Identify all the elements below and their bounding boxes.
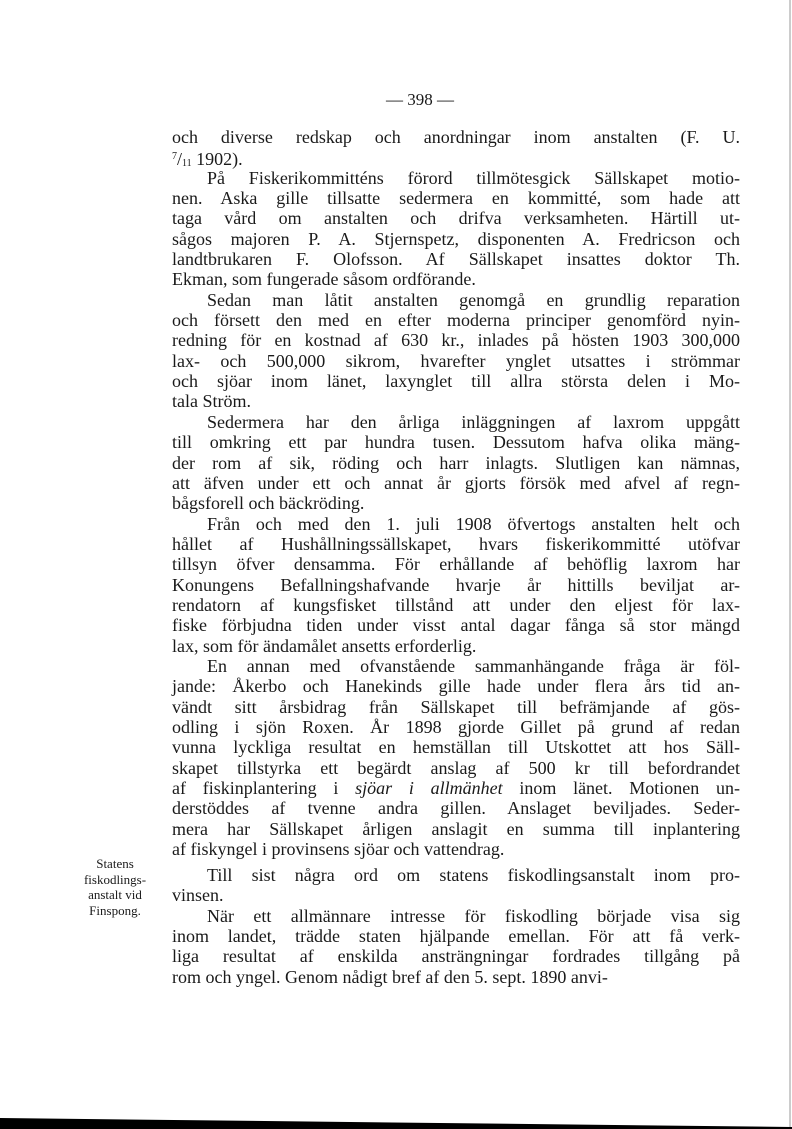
text-line: nen. Aska gille tillsatte sedermera en kommitté, som hade att [172,188,740,209]
text-line: redning för en kostnad af 630 kr., inlades på hösten 1903 300,000 [172,330,740,351]
text-line: inom landet, trädde staten hjälpande emellan. För att få verk- [172,926,740,947]
body-text-section-2 [172,865,740,987]
paragraph [172,412,740,514]
text-line: och diverse redskap och anordningar inom anstalten (F. U. [172,127,740,147]
text-line: $^7/_{11}$ 1902). [172,149,243,170]
paragraph [172,514,740,656]
text-line: och försett den med en efter moderna principer genomförd nyin- [172,310,740,331]
scan-edge [789,0,791,1129]
text-line: der rom af sik, röding och harr inlagts. Slutligen kan nämnas, [172,452,740,473]
text-line: landtbrukaren F. Olofsson. Af Sällskapet insattes doktor Th. [172,249,740,270]
text-line: jande: Åkerbo och Hanekinds gille hade under flera års tid an- [172,676,740,697]
text-line: tala Ström. [172,391,251,412]
text-line: till omkring ett par hundra tusen. Dessutom hafva olika mäng- [172,432,740,453]
page-number: — 398 — [386,90,454,109]
text-line: och sjöar inom länet, laxynglet till allra största delen i Mo- [172,371,740,392]
body-text-section-1 [172,127,740,859]
text-line: sågos majoren P. A. Stjernspetz, disponenten A. Fredricson och [172,228,740,249]
text-line: Till sist några ord om statens fiskodlingsanstalt inom pro- [207,865,740,885]
text-line [172,778,740,798]
margin-note-line: Finspong. [89,902,141,918]
text-line: vunna lyckliga resultat en hemställan till Utskottet att hos Säll- [172,737,740,758]
text-line: rendatorn af kungsfisket tillstånd att under den eljest för lax- [172,594,740,615]
text-line: mera har Sällskapet årligen anslagit en summa till inplantering [172,818,740,839]
text-line: lax- och 500,000 sikrom, hvarefter ynglet utsattes i strömmar [172,350,740,371]
paragraph [172,168,740,290]
paragraph [172,127,740,168]
date-fraction: $^7/_{11}$ [172,149,192,170]
text-line: att äfven under ett och annat år gjorts försök med afvel af regn- [172,472,740,493]
text-line: derstöddes af tvenne andra gillen. Anslaget beviljades. Seder- [172,798,740,819]
text-line: När ett allmännare intresse för fiskodling började visa sig [207,905,740,926]
text-line: tillsyn öfver densamma. För erhållande af behöflig laxrom har [172,554,740,575]
italic-text: sjöar i allmänhet [355,778,503,798]
text-line: Från och med den 1. juli 1908 öfvertogs anstalten helt och [207,513,740,534]
text-line: taga vård om anstalten och drifva verksamheten. Härtill ut- [172,208,740,229]
margin-note [72,856,158,918]
text-line: En annan med ofvanstående sammanhängande fråga är föl- [207,655,740,676]
text-line: af fiskyngel i provinsens sjöar och vattendrag. [172,839,505,860]
text-line: skapet tillstyrka ett begärdt anslag af 500 kr till befordrandet [172,757,740,778]
text-line: Konungens Befallningshafvande hvarje år hittills beviljat ar- [172,574,740,595]
text-line: Sedan man låtit anstalten genomgå en grundlig reparation [207,289,740,310]
text-segment: af fiskinplantering i [172,778,356,798]
text-line: bågsforell och bäckröding. [172,493,365,514]
text-line: Ekman, som fungerade såsom ordförande. [172,269,476,290]
text-segment: inom länet. Motionen un- [502,778,740,798]
text-line: vinsen. [172,885,224,906]
text-line: hållet af Hushållningssällskapet, hvars fiskerikommitté utöfvar [172,533,740,554]
text-line: Sedermera har den årliga inläggningen af laxrom uppgått [207,411,740,432]
text-line: liga resultat af enskilda ansträngningar fordrades tillgång på [172,946,740,967]
text-line: lax, som för ändamålet ansetts erforderlig. [172,635,477,656]
paragraph [172,865,740,906]
margin-note-line: anstalt vid [88,887,142,902]
text-line: odling i sjön Roxen. År 1898 gjorde Gillet på grund af redan [172,716,740,737]
margin-note-line: Statens [96,856,134,871]
scan-shadow-bar [0,1110,792,1129]
margin-note-line: fiskodlings- [83,871,147,887]
text-line: fiske förbjudna tiden under visst antal dagar fånga så stor mängd [172,615,740,636]
paragraph [172,656,740,859]
text-line: vändt sitt årsbidrag från Sällskapet till befrämjande af gös- [172,696,740,717]
paragraph [172,906,740,987]
text-line: På Fiskerikommitténs förord tillmötesgick Sällskapet motio- [207,167,740,188]
text-line: rom och yngel. Genom nådigt bref af den 5. sept. 1890 anvi- [172,966,608,987]
paragraph [172,290,740,412]
